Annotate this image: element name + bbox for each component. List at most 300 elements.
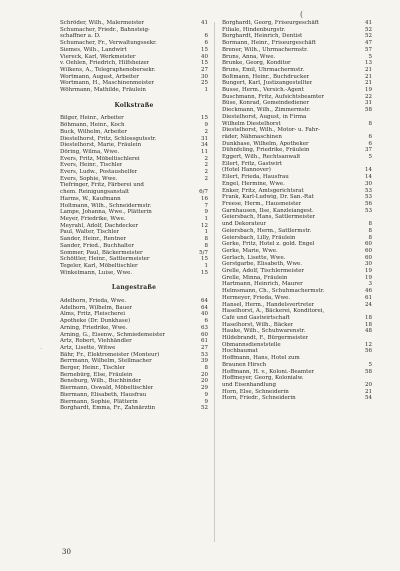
directory-entry xyxy=(222,174,372,181)
directory-entry xyxy=(222,335,372,342)
entry-name: Hildebrandt, F., Bürgermeister xyxy=(222,335,309,342)
entry-name: Gerke, Fritz, Hotel z. gold. Engel xyxy=(222,241,315,248)
entry-name: Hauke, Wilh., Schuhwarenstr. xyxy=(222,328,306,335)
entry-name: Brunke, Georg, Konditor xyxy=(222,60,291,67)
entry-house-number: 18 xyxy=(365,321,372,328)
entry-name: Eggert, Wilh., Rechtsanwalt xyxy=(222,154,301,161)
entry-house-number: 9 xyxy=(204,209,208,216)
directory-entry xyxy=(60,372,208,379)
directory-entry xyxy=(60,236,208,243)
entry-house-number xyxy=(369,161,372,168)
entry-house-number: 56 xyxy=(365,348,372,355)
entry-house-number: 60 xyxy=(365,254,372,261)
entry-house-number: 15 xyxy=(201,60,208,67)
directory-entry xyxy=(60,243,208,250)
directory-entry xyxy=(222,181,372,188)
directory-entry xyxy=(60,162,208,169)
entry-house-number: 8 xyxy=(204,242,208,249)
directory-entry xyxy=(222,315,372,322)
entry-house-number: 19 xyxy=(365,87,372,94)
entry-name: Meyrahl, Adolf, Dachdecker xyxy=(60,222,138,229)
entry-name: Apotheke (Dr. Dunkhase) xyxy=(60,318,131,325)
entry-name: Biermann, Elisabeth, Hausfrau xyxy=(60,391,147,398)
directory-entry xyxy=(60,338,208,345)
entry-house-number: 2 xyxy=(204,175,208,182)
directory-entry xyxy=(222,362,372,369)
entry-house-number: 9 xyxy=(204,391,208,398)
directory-entry xyxy=(60,27,208,34)
entry-house-number: 24 xyxy=(365,301,372,308)
entry-name: Siemes, Wilh., Landwirt xyxy=(60,46,127,53)
entry-name: Winkelmann, Luise, Wwe. xyxy=(60,269,133,276)
entry-house-number: 58 xyxy=(365,368,372,375)
directory-entry xyxy=(222,40,372,47)
entry-house-number: 8 xyxy=(368,120,372,127)
entry-name: Diestelhorst, Fritz, Schlossgutsstr. xyxy=(60,135,157,142)
entry-name: Borghardt, Heinrich, Dentist xyxy=(222,33,303,40)
directory-entry xyxy=(222,295,372,302)
directory-entry xyxy=(222,67,372,74)
entry-name: Berrmann, Wilhelm, Stellmacher xyxy=(60,358,152,365)
directory-entry xyxy=(60,47,208,54)
entry-name: Büse, Konrad, Gemeindediener xyxy=(222,100,310,107)
entry-name: Biermann, Sophie, Plätterin xyxy=(60,398,138,405)
entry-name: v. Oehlen, Friedrich, Hilfsheizer xyxy=(60,60,150,67)
entry-name: Arning, G., Eisenw., Schmiedemeister xyxy=(60,331,166,338)
entry-name: Adelhorn, Frieda, Wwe. xyxy=(60,298,127,305)
entry-name: Bungert, Karl, Justizangestellter xyxy=(222,80,313,87)
entry-house-number: 6 xyxy=(368,133,372,140)
directory-entry xyxy=(222,214,372,221)
entry-name: Diestelhorst, August, in Firma xyxy=(222,113,307,120)
entry-house-number: 53 xyxy=(365,194,372,201)
entry-house-number: 15 xyxy=(201,115,208,122)
entry-name: Dühnfeling, Friedrike, Fräulein xyxy=(222,147,310,154)
entry-house-number: 6 xyxy=(204,33,208,40)
directory-entry xyxy=(60,229,208,236)
entry-name: Obmannsdienststelle xyxy=(222,341,281,348)
entry-house-number: 22 xyxy=(365,93,372,100)
left-column xyxy=(60,20,208,412)
entry-name: Döring, Wilma, Wwe. xyxy=(60,148,120,155)
directory-entry xyxy=(60,122,208,129)
corner-mark: ( xyxy=(300,10,304,19)
entry-name: Freese, Herm., Hausmeister xyxy=(222,200,302,207)
street-heading-kolkstrasse: Kolkstraße xyxy=(114,101,154,109)
directory-entry xyxy=(222,147,372,154)
directory-entry xyxy=(60,196,208,203)
entry-name: Bilger, Heinr., Arbeiter xyxy=(60,115,124,122)
entry-house-number: 19 xyxy=(365,268,372,275)
entry-name: Schröder, Wilh., Malermeister xyxy=(60,20,145,26)
entry-name: Biermann, Oswald, Möbeltischler xyxy=(60,385,154,392)
directory-entry xyxy=(60,54,208,61)
entry-house-number: 8 xyxy=(204,365,208,372)
entry-name: Hoffmeyer, Georg, Kolonialw. xyxy=(222,375,304,382)
column-divider xyxy=(214,22,215,542)
directory-entry xyxy=(60,182,208,189)
entry-name: Paul, Walter, Tischler xyxy=(60,229,120,236)
right-column xyxy=(222,20,372,402)
entry-house-number: 9 xyxy=(204,122,208,129)
entry-name: Hermeyer, Frieda, Wwe. xyxy=(222,294,291,301)
entry-house-number: 14 xyxy=(365,167,372,174)
entry-house-number: 31 xyxy=(201,135,208,142)
entry-house-number xyxy=(369,308,372,315)
directory-entry xyxy=(60,298,208,305)
entry-name: Bormann, Heinr., Friseurgeschäft xyxy=(222,40,316,47)
entry-name: Borghardt, Georg, Friseurgeschäft xyxy=(222,20,319,26)
entry-house-number: 6/7 xyxy=(199,189,208,196)
langestrasse-entry-list xyxy=(60,298,208,412)
directory-entry xyxy=(60,156,208,163)
directory-entry xyxy=(222,188,372,195)
directory-entry xyxy=(60,216,208,223)
directory-entry xyxy=(60,332,208,339)
directory-entry xyxy=(222,389,372,396)
entry-house-number: 16 xyxy=(201,195,208,202)
entry-house-number: 5/7 xyxy=(199,249,208,256)
entry-house-number: 15 xyxy=(201,269,208,276)
entry-house-number: 61 xyxy=(365,294,372,301)
entry-name: Wilkens, A., Telegraphenobersekr. xyxy=(60,66,156,73)
entry-name: Schumacher, Fr., Verwaltungssekr. xyxy=(60,40,157,47)
entry-house-number: 5 xyxy=(368,154,372,161)
entry-name: Wortmann, August, Arbeiter xyxy=(60,73,139,80)
entry-name: und Eisenhandlung xyxy=(222,381,276,388)
directory-entry xyxy=(222,47,372,54)
directory-entry xyxy=(222,302,372,309)
directory-entry xyxy=(60,209,208,216)
directory-entry xyxy=(222,275,372,282)
entry-name: Sander, Heinr., Rentner xyxy=(60,236,127,243)
entry-name: Bernebürg, Else, Fräulein xyxy=(60,371,133,378)
entry-name: Borghardt, Emma, Fr., Zahnärztin xyxy=(60,405,155,412)
entry-name: Viereck, Karl, Werkmeister xyxy=(60,53,136,60)
directory-entry xyxy=(60,115,208,122)
directory-entry xyxy=(60,311,208,318)
entry-house-number: 19 xyxy=(365,274,372,281)
directory-entry xyxy=(222,54,372,61)
entry-house-number xyxy=(369,375,372,382)
entry-house-number: 60 xyxy=(365,247,372,254)
directory-entry xyxy=(60,270,208,277)
entry-house-number: 20 xyxy=(201,378,208,385)
entry-house-number: 64 xyxy=(201,304,208,311)
entry-name: Harms, W., Kaufmann xyxy=(60,195,121,202)
entry-name: Schöttler, Heinr., Sattlermeister xyxy=(60,256,150,263)
entry-house-number: 2 xyxy=(204,169,208,176)
entry-name: Dunkhase, Wilhelm, Apotheker xyxy=(222,140,309,147)
entry-house-number: 39 xyxy=(201,358,208,365)
entry-name: Dieckmann, Wilh., Zimmermstr. xyxy=(222,107,311,114)
entry-name: Gerke, Marie, Wwe. xyxy=(222,247,278,254)
entry-house-number: 30 xyxy=(201,73,208,80)
directory-entry xyxy=(60,80,208,87)
entry-name: Evers, Heinr., Tischler xyxy=(60,162,123,169)
entry-house-number xyxy=(369,114,372,121)
entry-name: Haselhorst, Wilh., Bäcker xyxy=(222,321,294,328)
entry-name: räder, Nähmaschinen xyxy=(222,133,282,140)
directory-entry xyxy=(60,256,208,263)
directory-entry xyxy=(222,268,372,275)
entry-house-number: 61 xyxy=(201,338,208,345)
entry-house-number: 20 xyxy=(201,371,208,378)
entry-name: Bruns, Emil, Uhrmachermstr. xyxy=(222,66,305,73)
entry-name: Evers, Fritz, Möbeltischlerei xyxy=(60,155,140,162)
directory-entry xyxy=(60,392,208,399)
directory-entry xyxy=(222,248,372,255)
directory-entry xyxy=(60,250,208,257)
entry-name: Horn, Friedr., Schneiderin xyxy=(222,395,296,402)
directory-entry xyxy=(222,33,372,40)
entry-house-number: 6 xyxy=(204,40,208,47)
entry-name: Schumacher, Friedr., Bahnsteig- xyxy=(60,26,150,33)
entry-house-number: 56 xyxy=(365,200,372,207)
directory-entry xyxy=(222,322,372,329)
entry-name: und Dekorateur xyxy=(222,221,267,228)
entry-house-number: 20 xyxy=(365,381,372,388)
directory-entry xyxy=(222,27,372,34)
directory-entry xyxy=(60,345,208,352)
directory-entry xyxy=(60,67,208,74)
entry-name: Bähr, Fr., Elektromeister (Monteur) xyxy=(60,351,160,358)
directory-entry xyxy=(222,201,372,208)
directory-entry xyxy=(222,121,372,128)
entry-name: Tiefringer, Fritz, Färberei und xyxy=(60,182,144,189)
directory-entry xyxy=(222,221,372,228)
entry-name: Hartmann, Heinrich, Maurer xyxy=(222,281,303,288)
directory-entry xyxy=(222,208,372,215)
entry-house-number: 40 xyxy=(201,311,208,318)
entry-house-number: 64 xyxy=(201,298,208,305)
directory-entry xyxy=(222,281,372,288)
entry-name: schaffner a. D. xyxy=(60,33,101,40)
entry-house-number xyxy=(205,27,208,34)
entry-name: Hochbaumat xyxy=(222,348,258,355)
directory-entry xyxy=(222,20,372,27)
entry-house-number: 25 xyxy=(201,80,208,87)
entry-name: Garnhausen, Ilse, Kanzleiangest. xyxy=(222,207,314,214)
entry-house-number: 8 xyxy=(368,221,372,228)
entry-name: Braunen Hirsch xyxy=(222,361,267,368)
entry-house-number xyxy=(205,182,208,189)
directory-entry xyxy=(222,107,372,114)
directory-entry xyxy=(222,288,372,295)
entry-house-number: 48 xyxy=(365,328,372,335)
directory-entry xyxy=(222,382,372,389)
entry-name: Grelle, Adolf, Tischlermeister xyxy=(222,268,305,275)
entry-name: Evers, Sophie, Wwe. xyxy=(60,175,118,182)
entry-name: Diestelhorst, Marie, Fräulein xyxy=(60,142,142,149)
entry-name: Filiale, Hindenburgstr. xyxy=(222,26,286,33)
entry-name: Diestelhorst, Wilh., Motor- u. Fahr- xyxy=(222,127,320,134)
directory-entry xyxy=(222,395,372,402)
kolkstrasse-entry-list xyxy=(60,115,208,276)
directory-entry xyxy=(222,369,372,376)
entry-house-number: 8 xyxy=(368,234,372,241)
entry-house-number: 18 xyxy=(365,314,372,321)
directory-entry xyxy=(60,399,208,406)
entry-house-number: 27 xyxy=(201,66,208,73)
entry-house-number xyxy=(369,214,372,221)
entry-name: Enker, Fritz, Amtsgerichtsrat xyxy=(222,187,304,194)
directory-entry xyxy=(60,405,208,412)
directory-entry xyxy=(222,194,372,201)
entry-house-number: 1 xyxy=(204,215,208,222)
directory-entry xyxy=(60,169,208,176)
directory-entry xyxy=(222,261,372,268)
entry-house-number: 58 xyxy=(365,107,372,114)
entry-house-number: 40 xyxy=(201,53,208,60)
entry-name: Wortmann, H., Maschinenmeister xyxy=(60,80,155,87)
directory-entry xyxy=(60,352,208,359)
entry-house-number: 15 xyxy=(201,256,208,263)
entry-name: Café und Gastwirtschaft xyxy=(222,314,290,321)
entry-house-number: 41 xyxy=(201,20,208,26)
entry-house-number: 30 xyxy=(365,180,372,187)
directory-entry xyxy=(222,355,372,362)
entry-house-number: 14 xyxy=(365,174,372,181)
entry-name: chem. Reinigungsanstalt xyxy=(60,189,130,196)
entry-house-number: 63 xyxy=(201,324,208,331)
directory-entry xyxy=(60,60,208,67)
entry-name: Buck, Wilhelm, Arbeiter xyxy=(60,128,128,135)
directory-entry xyxy=(60,33,208,40)
entry-name: Frank, Karl-Ludwig, Dr. San.-Rat xyxy=(222,194,314,201)
directory-entry xyxy=(222,87,372,94)
directory-entry xyxy=(60,223,208,230)
entry-name: Sander, Fried., Buchhalter xyxy=(60,242,134,249)
directory-entry xyxy=(222,167,372,174)
directory-entry xyxy=(60,358,208,365)
entry-name: Busse, Herm., Versich.-Agent xyxy=(222,87,304,94)
entry-house-number xyxy=(369,127,372,134)
entry-name: Eilert, Fritz, Gastwirt xyxy=(222,160,282,167)
directory-entry xyxy=(222,328,372,335)
entry-name: Gerlach, Lisette, Wwe. xyxy=(222,254,286,261)
entry-name: Brener, Wilh., Uhrmachermstr. xyxy=(222,46,308,53)
entry-house-number: 7 xyxy=(204,202,208,209)
entry-house-number: 21 xyxy=(365,80,372,87)
directory-entry xyxy=(222,74,372,81)
directory-entry xyxy=(222,241,372,248)
entry-house-number: 21 xyxy=(365,388,372,395)
entry-house-number: 1 xyxy=(204,87,208,94)
directory-entry xyxy=(60,325,208,332)
entry-house-number: 53 xyxy=(201,351,208,358)
entry-name: Alms, Fritz, Fleischerei xyxy=(60,311,126,318)
directory-entry xyxy=(222,134,372,141)
entry-name: Hoffmann, Hans, Hotel zum xyxy=(222,355,300,362)
directory-entry xyxy=(60,378,208,385)
entry-house-number: 31 xyxy=(365,100,372,107)
directory-entry xyxy=(222,80,372,87)
entry-name: Artz, Robert, Viehhändler xyxy=(60,338,132,345)
entry-name: Beneburg, Wilh., Buchbinder xyxy=(60,378,142,385)
entry-house-number: 60 xyxy=(201,331,208,338)
entry-name: Hansel, Herm., Handelsvertreter xyxy=(222,301,315,308)
entry-name: Eilert, Frieda, Hausfrau xyxy=(222,174,289,181)
entry-name: Lampe, Johanna, Wwe., Plätterin xyxy=(60,209,152,216)
entry-house-number: 2 xyxy=(204,128,208,135)
directory-entry xyxy=(60,40,208,47)
directory-entry xyxy=(60,149,208,156)
entry-house-number: 12 xyxy=(201,222,208,229)
entry-house-number: 57 xyxy=(365,46,372,53)
directory-entry xyxy=(222,255,372,262)
entry-house-number: 30 xyxy=(365,261,372,268)
entry-house-number: 21 xyxy=(365,66,372,73)
entry-house-number: 5 xyxy=(368,53,372,60)
directory-entry xyxy=(60,87,208,94)
entry-house-number: 47 xyxy=(365,40,372,47)
entry-name: Wilhelm Diestelhorst xyxy=(222,120,281,127)
directory-entry xyxy=(60,142,208,149)
entry-house-number: 46 xyxy=(365,288,372,295)
entry-house-number: 54 xyxy=(365,395,372,402)
directory-entry xyxy=(222,235,372,242)
entry-name: (Hotel Hannover) xyxy=(222,167,271,174)
directory-entry xyxy=(60,263,208,270)
entry-house-number: 60 xyxy=(365,241,372,248)
entry-name: Tegeler, Karl, Möbeltischler xyxy=(60,262,138,269)
entry-name: Horn, Else, Schneiderin xyxy=(222,388,289,395)
entry-house-number: 2 xyxy=(204,155,208,162)
entry-house-number: 3 xyxy=(368,281,372,288)
directory-entry xyxy=(60,189,208,196)
directory-entry xyxy=(222,348,372,355)
entry-name: Buschmann, Fritz, Aufsichtsbeamter xyxy=(222,93,325,100)
directory-entry xyxy=(222,60,372,67)
directory-entry xyxy=(60,305,208,312)
entry-name: Bruns, Anna, Wwe. xyxy=(222,53,276,60)
entry-name: Geiersbach, Herm., Sattlermstr. xyxy=(222,227,312,234)
entry-house-number: 21 xyxy=(365,73,372,80)
entry-house-number: 52 xyxy=(365,26,372,33)
entry-house-number: 37 xyxy=(365,147,372,154)
entry-name: Arning, Friedrike, Wwe. xyxy=(60,324,128,331)
entry-house-number: 27 xyxy=(201,344,208,351)
directory-entry xyxy=(60,136,208,143)
directory-entry xyxy=(60,385,208,392)
entry-house-number: 41 xyxy=(365,20,372,26)
entry-name: Böhmann, Heinr., Koch xyxy=(60,122,125,129)
entry-name: Boltmann, Heinr., Buchdrucker xyxy=(222,73,310,80)
entry-name: Grelle, Minna, Fräulein xyxy=(222,274,288,281)
directory-entry xyxy=(222,127,372,134)
page-number: 30 xyxy=(62,548,71,556)
street-heading-langestrasse: Langestraße xyxy=(111,284,157,292)
entry-house-number: 8 xyxy=(368,227,372,234)
directory-entry xyxy=(222,342,372,349)
entry-house-number: 29 xyxy=(201,385,208,392)
entry-name: Sommer, Paul, Bäckermeister xyxy=(60,249,143,256)
entry-house-number: 1 xyxy=(204,229,208,236)
entry-house-number: 53 xyxy=(365,207,372,214)
entry-house-number: 8 xyxy=(204,236,208,243)
directory-entry xyxy=(222,161,372,168)
entry-house-number xyxy=(369,355,372,362)
entry-house-number: 15 xyxy=(201,46,208,53)
entry-name: Helmsmann, Ch., Schuhmachermstr. xyxy=(222,288,325,295)
directory-entry xyxy=(60,74,208,81)
entry-house-number: 9 xyxy=(204,398,208,405)
directory-entry xyxy=(222,154,372,161)
directory-entry xyxy=(222,114,372,121)
entry-house-number: 2 xyxy=(204,162,208,169)
directory-entry xyxy=(60,129,208,136)
